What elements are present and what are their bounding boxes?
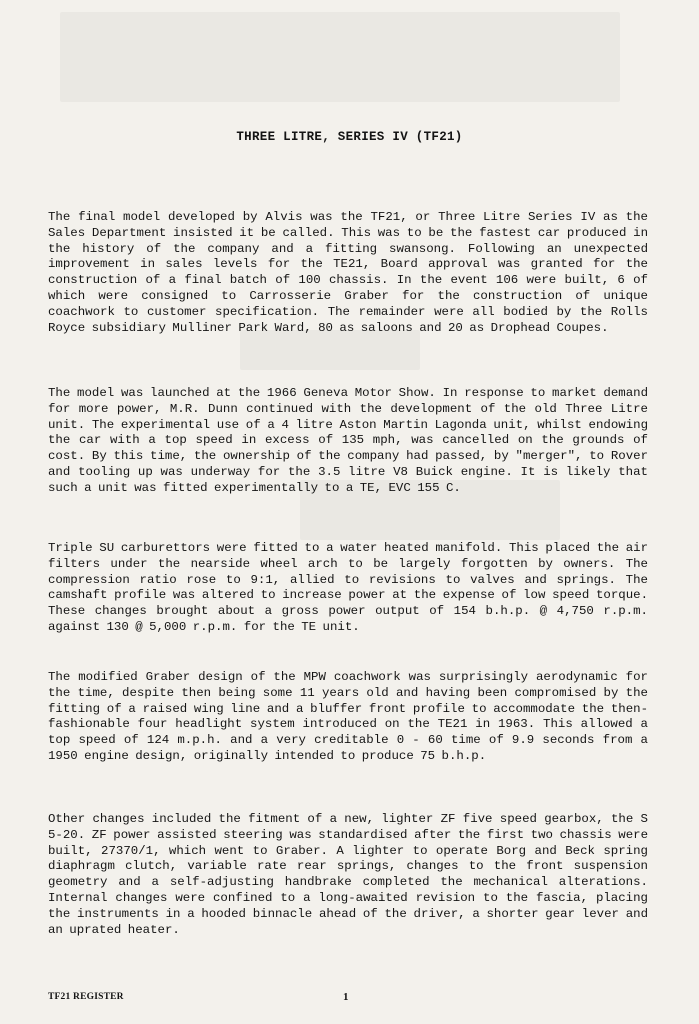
paragraph-launch: The model was launched at the 1966 Geneva Motor Show. In response to market demand for more power, M.R. Dunn continued with the development of the old Three Litre unit. The experimental use of a 4 litre Aston Martin Lagonda unit, whilst endowing the car with a top speed in excess of 135 mph, was cancelled on the grounds of cost. By this time, the ownership of the company had passed, by "merger", to Rover and tooling up was underway for the 3.5 litre V8 Buick engine. It is likely that such a unit was fitted experimentally to a TE, EVC 155 C. [48, 386, 648, 495]
paragraph-coachwork: The modified Graber design of the MPW coachwork was surprisingly aerodynamic for the time, despite then being some 11 years old and having been compromised by the fitting of a raised wing line and a bluffer front profile to accommodate the then-fashionable four headlight system introduced on the TE21 in 1963. This allowed a top speed of 124 m.p.h. and a very creditable 0 - 60 time of 9.9 seconds from a 1950 engine design, originally intended to produce 75 b.h.p. [48, 670, 648, 763]
footer-register-label: TF21 REGISTER [48, 992, 124, 1002]
page-title: THREE LITRE, SERIES IV (TF21) [236, 130, 463, 144]
bleed-through-mark [60, 12, 620, 102]
paragraph-intro: The final model developed by Alvis was the TF21, or Three Litre Series IV as the Sales Department insisted it be called. This was to be the fastest car produced in the history of the company and a fitting swansong. Following an unexpected improvement in sales levels for the TE21, Board approval was granted for the construction of a final batch of 100 chassis. In the event 106 were built, 6 of which were consigned to Carrosserie Graber for the construction of unique coachwork to customer specification. The remainder were all bodied by the Rolls Royce subsidiary Mulliner Park Ward, 80 as saloons and 20 as Drophead Coupes. [48, 210, 648, 335]
paragraph-other-changes: Other changes included the fitment of a new, lighter ZF five speed gearbox, the S 5-20. ZF power assisted steering was standardised after the first two chassis were built, 27370/1, which went to Graber. A lighter to operate Borg and Beck spring diaphragm clutch, variable rate rear springs, changes to the front suspension geometry and a self-adjusting handbrake completed the mechanical alterations. Internal changes were confined to a long-awaited revision to the fascia, placing the instruments in a hooded binnacle ahead of the driver, a shorter gear lever and an uprated heater. [48, 812, 648, 937]
paragraph-carburettors: Triple SU carburettors were fitted to a water heated manifold. This placed the air filters under the nearside wheel arch to be largely forgotten by owners. The compression ratio rose to 9:1, allied to revisions to valves and springs. The camshaft profile was altered to increase power at the expense of low speed torque. These changes brought about a gross power output of 154 b.h.p. @ 4,750 r.p.m. against 130 @ 5,000 r.p.m. for the TE unit. [48, 541, 648, 634]
page-number: 1 [343, 991, 349, 1003]
